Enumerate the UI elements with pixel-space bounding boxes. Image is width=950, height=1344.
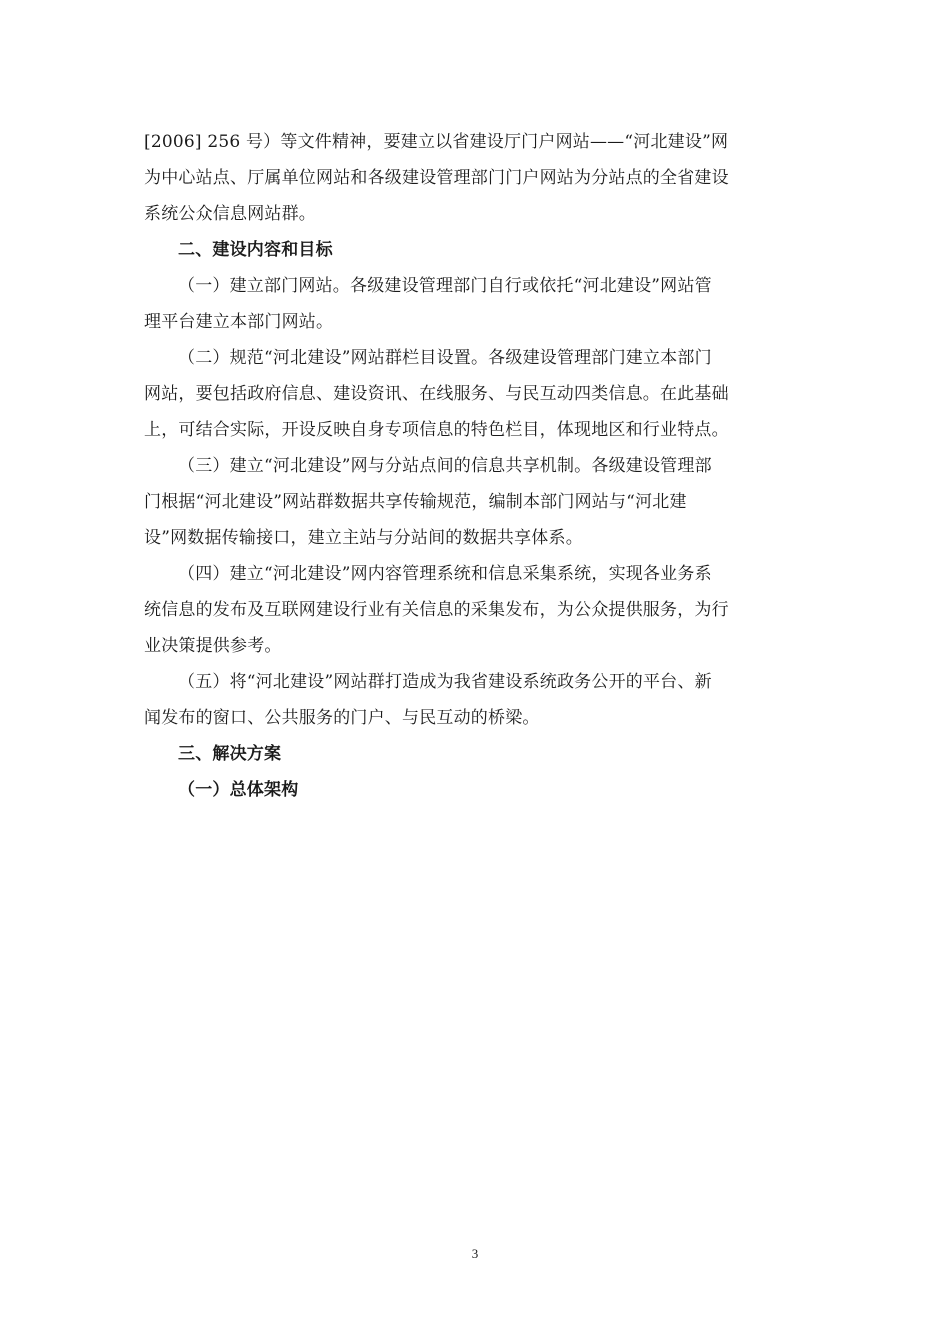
paragraph-line: （一）建立部门网站。各级建设管理部门自行或依托“河北建设”网站管 (178, 276, 712, 296)
paragraph-line: 业决策提供参考。 (144, 636, 282, 656)
paragraph-line: （五）将“河北建设”网站群打造成为我省建设系统政务公开的平台、新 (178, 672, 712, 692)
paragraph-line: 上，可结合实际，开设反映自身专项信息的特色栏目，体现地区和行业特点。 (144, 420, 729, 440)
paragraph-line: （四）建立“河北建设”网内容管理系统和信息采集系统，实现各业务系 (178, 564, 712, 584)
paragraph-line: 为中心站点、厅属单位网站和各级建设管理部门门户网站为分站点的全省建设 (144, 168, 729, 188)
section-heading: 三、解决方案 (178, 744, 282, 764)
subsection-heading: （一）总体架构 (178, 780, 299, 800)
document-body (144, 124, 809, 808)
paragraph-line: 网站，要包括政府信息、建设资讯、在线服务、与民互动四类信息。在此基础 (144, 384, 729, 404)
paragraph-line: 闻发布的窗口、公共服务的门户、与民互动的桥梁。 (144, 708, 540, 728)
paragraph-line: （二）规范“河北建设”网站群栏目设置。各级建设管理部门建立本部门 (178, 348, 712, 368)
paragraph-line: （三）建立“河北建设”网与分站点间的信息共享机制。各级建设管理部 (178, 456, 712, 476)
paragraph-line: 设”网数据传输接口，建立主站与分站间的数据共享体系。 (144, 528, 583, 548)
paragraph-line: 系统公众信息网站群。 (144, 204, 316, 224)
page-number: 3 (471, 1246, 479, 1261)
paragraph-line: 统信息的发布及互联网建设行业有关信息的采集发布，为公众提供服务，为行 (144, 600, 729, 620)
paragraph-line: 门根据“河北建设”网站群数据共享传输规范，编制本部门网站与“河北建 (144, 492, 687, 512)
paragraph-line: [2006] 256 号）等文件精神，要建立以省建设厅门户网站——“河北建设”网 (144, 132, 729, 152)
section-heading: 二、建设内容和目标 (178, 240, 333, 260)
paragraph-line: 理平台建立本部门网站。 (144, 312, 334, 332)
